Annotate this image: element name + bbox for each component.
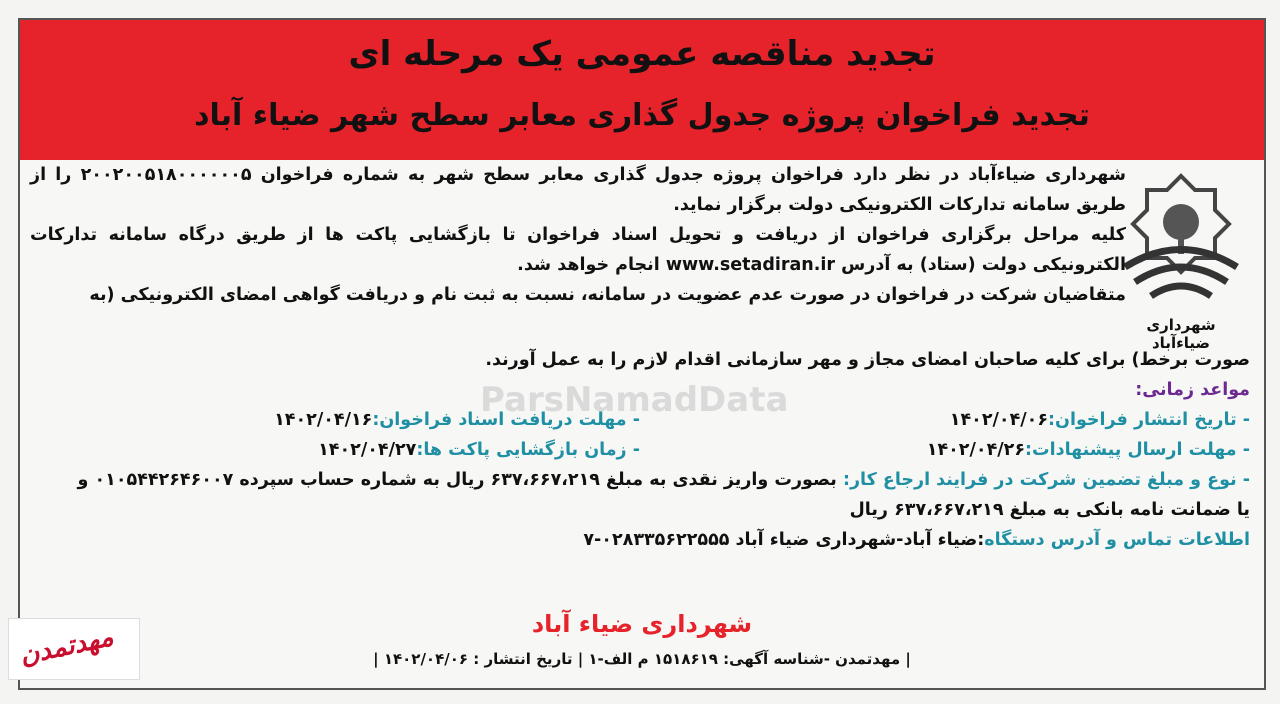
submit-deadline-label: - مهلت ارسال پیشنهادات: — [1025, 440, 1250, 460]
guarantee-line — [30, 465, 1250, 495]
opening-date-value: ۱۴۰۲/۰۴/۲۷ — [318, 440, 417, 460]
schedule-row-2 — [30, 435, 1250, 465]
logo-caption: شهرداری ضیاءآباد — [1146, 316, 1216, 352]
publish-date-label: - تاریخ انتشار فراخوان: — [1048, 410, 1250, 430]
header-banner — [20, 20, 1264, 160]
watermark: ParsNamadData — [480, 380, 789, 420]
municipality-logo — [1116, 172, 1246, 352]
footer-meta: | مهدتمدن -شناسه آگهی: ۱۵۱۸۶۱۹ م الف-۱ | تاریخ انتشار : ۱۴۰۲/۰۴/۰۶ | — [373, 650, 911, 668]
submit-deadline-value: ۱۴۰۲/۰۴/۲۶ — [926, 440, 1025, 460]
doc-deadline-label: - مهلت دریافت اسناد فراخوان: — [372, 410, 640, 430]
announcement-title: تجدید مناقصه عمومی یک مرحله ای — [348, 34, 936, 74]
doc-deadline-value: ۱۴۰۲/۰۴/۱۶ — [274, 410, 373, 430]
paragraph-3-continued: صورت برخط) برای کلیه صاحبان امضای مجاز و مهر سازمانی اقدام لازم را به عمل آورند. — [485, 350, 1250, 370]
logo-emblem-icon — [1121, 172, 1241, 312]
announcement-frame — [18, 18, 1266, 690]
publish-date-value: ۱۴۰۲/۰۴/۰۶ — [949, 410, 1049, 430]
footer-organization: شهرداری ضیاء آباد — [531, 610, 753, 638]
guarantee-label: - نوع و مبلغ تضمین شرکت در فرایند ارجاع کار: — [842, 470, 1250, 490]
announcement-body — [30, 160, 1126, 310]
contact-label: اطلاعات تماس و آدرس دستگاه — [984, 530, 1250, 550]
guarantee-text: بصورت واریز نقدی به مبلغ ۶۳۷،۶۶۷،۲۱۹ ریال به شماره حساب سپرده ۰۱۰۵۴۴۲۶۴۶۰۰۷ و — [77, 470, 837, 490]
newspaper-signature-logo — [8, 618, 140, 680]
paragraph-1: شهرداری ضیاءآباد در نظر دارد فراخوان پروژه جدول گذاری معابر سطح شهر به شماره فراخوان ۲۰۰۲۰۰۵۱۸۰۰۰۰۰۰۵ را از طریق سامانه تدارکات الکترونیکی دولت برگزار نماید. — [30, 165, 1126, 215]
opening-date-label: - زمان بازگشایی پاکت ها: — [416, 440, 640, 460]
contact-text: :ضیاء آباد-شهرداری ضیاء آباد ۰۲۸۳۳۵۶۲۲۵۵۵-۷ — [583, 530, 985, 550]
contact-line — [30, 525, 1250, 555]
guarantee-text-2: یا ضمانت نامه بانکی به مبلغ ۶۳۷،۶۶۷،۲۱۹ ریال — [849, 500, 1250, 520]
schedule-heading: مواعد زمانی: — [1135, 380, 1250, 400]
paragraph-2: کلیه مراحل برگزاری فراخوان از دریافت و تحویل اسناد فراخوان تا بازگشایی پاکت ها از طریق درگاه سامانه تدارکات الکترونیکی دولت (ستاد) به آدرس www.setadiran.ir انجام خواهد شد. — [30, 225, 1126, 275]
signature-text: مهدتمدن — [17, 622, 116, 672]
announcement-subtitle: تجدید فراخوان پروژه جدول گذاری معابر سطح شهر ضیاء آباد — [194, 98, 1090, 133]
paragraph-3: متقاضیان شرکت در فراخوان در صورت عدم عضویت در سامانه، نسبت به ثبت نام و دریافت گواهی امضای الکترونیکی (به — [89, 285, 1126, 305]
